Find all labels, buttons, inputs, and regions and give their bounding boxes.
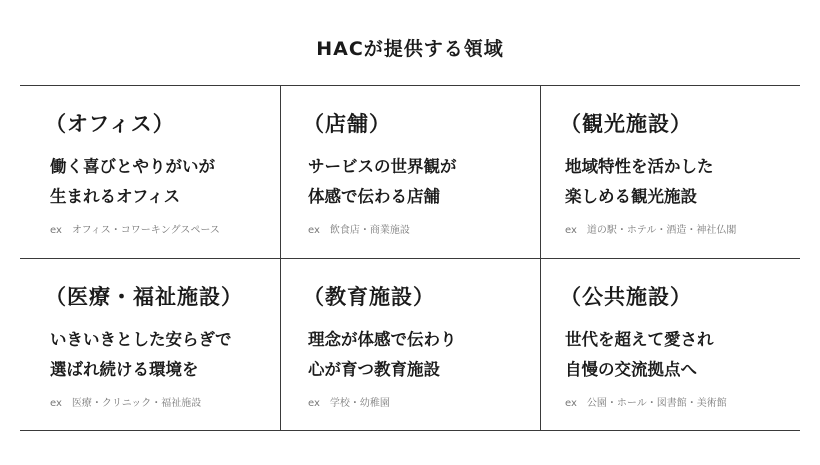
area-card-example: ex 道の駅・ホテル・酒造・神社仏閣	[565, 225, 737, 236]
description-line: 心が育つ教育施設	[308, 360, 440, 379]
area-card-description	[50, 325, 232, 385]
description-line: 自慢の交流拠点へ	[565, 360, 697, 379]
description-line: いきいきとした安らぎで	[50, 330, 232, 349]
area-card-title: （観光施設）	[560, 112, 692, 136]
area-card-title: （医療・福祉施設）	[45, 285, 243, 309]
description-line: 楽しめる観光施設	[565, 187, 697, 206]
area-card-description	[565, 325, 714, 385]
area-card-description	[50, 152, 215, 212]
area-card-example: ex 学校・幼稚園	[308, 398, 390, 409]
area-card-title: （公共施設）	[560, 285, 692, 309]
description-line: 世代を超えて愛され	[565, 330, 714, 349]
area-card-description	[565, 152, 714, 212]
area-card-medical-welfare	[45, 259, 303, 431]
area-card-example: ex 飲食店・商業施設	[308, 225, 410, 236]
area-card-store	[303, 86, 561, 258]
description-line: 体感で伝わる店舗	[308, 187, 440, 206]
description-line: 理念が体感で伝わり	[308, 330, 457, 349]
area-card-tourism	[560, 86, 818, 258]
area-card-title: （教育施設）	[303, 285, 435, 309]
area-card-description	[308, 325, 457, 385]
area-card-example: ex 医療・クリニック・福祉施設	[50, 398, 202, 409]
area-card-education	[303, 259, 561, 431]
area-card-title: （オフィス）	[45, 112, 175, 136]
description-line: 選ばれ続ける環境を	[50, 360, 199, 379]
area-card-public	[560, 259, 818, 431]
page-title: HACが提供する領域	[316, 38, 504, 60]
area-card-description	[308, 152, 457, 212]
area-card-example: ex 公園・ホール・図書館・美術館	[565, 398, 727, 409]
area-card-office	[45, 86, 303, 258]
description-line: 地域特性を活かした	[565, 157, 714, 176]
description-line: 生まれるオフィス	[50, 187, 181, 206]
description-line: 働く喜びとやりがいが	[50, 157, 215, 176]
area-card-title: （店舗）	[303, 112, 391, 136]
area-card-example: ex オフィス・コワーキングスペース	[50, 225, 220, 236]
description-line: サービスの世界観が	[308, 157, 457, 176]
